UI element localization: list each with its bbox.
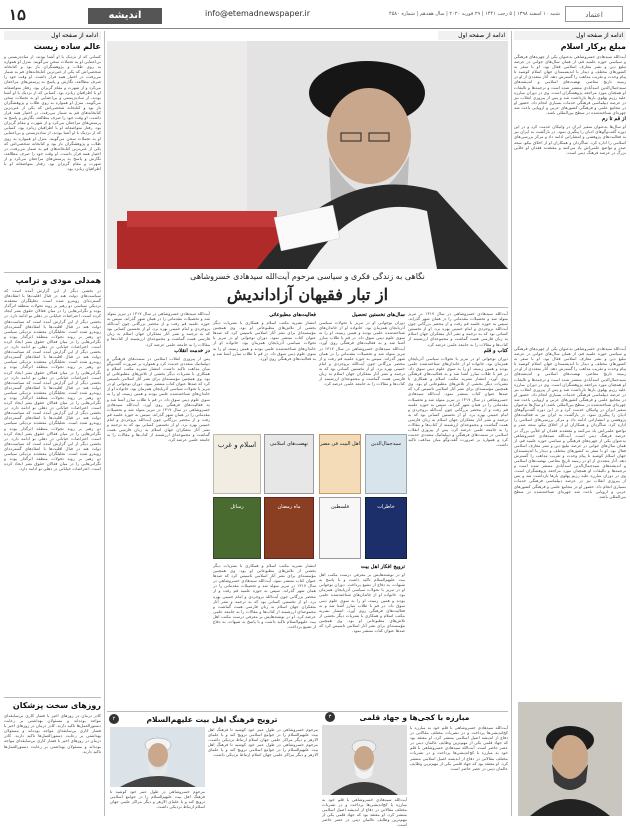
center-bottom-text-2: مرحوم خسروشاهی در طول عمر خود کوشید تا فرهنگ اهل بیت علیهم‌السلام را در جوامع اسلامی ترویج کند و با علمای الازهر و دیگر مراکز علمی جهان اسلام ارتباط نزدیکی داشت. (208, 742, 318, 758)
newspaper-logo: اعتماد (565, 6, 623, 22)
right-bottom-text-3: آیت‌الله سیدهادی خسروشاهی با قلم خود به مبارزه با کج‌اندیشی‌ها پرداخت و در نشریات مختلف مقالاتی در دفاع از اندیشه اصیل اسلامی منتشر کرد. او معتقد بود که جهاد قلمی یکی از مهم‌ترین وظایف عالمان دینی در عصر حاضر است. (322, 797, 407, 828)
center-col4-text-3: انتشار نشریه مکتب اسلام و همکاری با نشریات دیگر بخشی از تلاش‌های مطبوعاتی او بود. وی همچنین مؤسسه‌ای برای نشر آثار اسلامی تاسیس کرد که صدها عنوان کتاب منتشر نمود. (107, 365, 210, 387)
email-address[interactable]: info@etemadnewspaper.ir (205, 9, 311, 18)
right-column-title: مبلغ پرکار اسلام (560, 42, 626, 51)
right-column-subhead: از قم تا رم (601, 116, 626, 123)
center-bottom-body (208, 727, 318, 817)
main-headline: از تبار فقیهان آزاداندیش (226, 285, 389, 304)
left-rule-2 (4, 697, 101, 698)
right-column-text-2: او سال‌ها به‌عنوان سفیر ایران در واتیکان خدمت کرد و در این دوره گفت‌وگوهای ادیان را پیگیری نمود. در بازگشت به ایران نیز به فعالیت‌های پژوهشی و انتشاراتی ادامه داد و مرکز بررسی‌های اسلامی را اداره کرد. شاگردان و همکاران او از اخلاق نیکو، سعه صدر و تواضع علمی‌اش یاد می‌کنند و معتقدند فقدان او خلأیی بزرگ در عرصه فرهنگ دینی است. (514, 124, 626, 155)
continued-label-right: ادامه از صفحه اول (514, 31, 626, 40)
center-col2b-subhead: ترویج افکار اهل بیت (360, 564, 405, 570)
left-title-1: عالم ساده زیست (33, 42, 101, 51)
left-text-2f: در بخشی دیگر از این گزارش آمده است که سیاست‌های دولت هند در قبال اقلیت‌ها با انتقادهای گسترده‌ای روبه‌رو شده است. تحلیلگران معتقدند نزدیکی سیاسی دو رهبر بر روند تحولات منطقه اثرگذار بوده و نگرانی‌هایی را در میان فعالان حقوق بشر ایجاد کرده است. اعتراضات خیابانی در دهلی نو ادامه دارد. (4, 435, 101, 472)
center-column-2b (319, 563, 405, 709)
left-text-1b: کسانی که از نزدیک با او آشنا بودند، از ساده‌زیستی و بی‌اعتنایی او به تجملات سخن می‌گویند. منزل او همواره به روی طلاب و پژوهشگران باز بود و کتابخانه شخصی‌اش که یکی از غنی‌ترین کتابخانه‌های قم به شمار می‌رفت، در اختیار همه قرار داشت. او وقت خود را صرف مطالعه، نگارش و پاسخ به پرسش‌های مراجعان می‌کرد و از شهرت و مقام گریزان بود. رفتار متواضعانه او با اطرافیان زبانزد بود. (4, 89, 101, 131)
left-rule-1 (4, 272, 101, 273)
center-col4-subhead: در خدمت انقلاب (174, 347, 210, 354)
continued-label-left: ادامه از صفحه اول (4, 31, 101, 40)
center-col4-text-4: دوران نوجوانی او در تبریز با تحولات سیاسی آذربایجان همزمان بود. خانواده او از خاندان‌های شناخته‌شده علمی بودند و همین زمینه، او را به سوی علوم دینی سوق داد. در قم با طلاب مبارز آشنا شد و به فعالیت‌های فرهنگی روی آورد. (107, 381, 210, 407)
center-column-3b (213, 563, 316, 709)
center-col2-text: دوران نوجوانی او در تبریز با تحولات سیاسی آذربایجان همزمان بود. خانواده او از خاندان‌های شناخته‌شده علمی بودند و همین زمینه، او را به سوی علوم دینی سوق داد. در قم با طلاب مبارز آشنا شد و به فعالیت‌های فرهنگی روی آورد. (319, 320, 405, 346)
center-col2-text-2: آیت‌الله سیدهادی خسروشاهی در سال ۱۳۱۷ در تبریز متولد شد و تحصیلات مقدماتی را در همان شهر گذراند. سپس به حوزه علمیه قم رفت و از محضر بزرگانی چون آیت‌الله بروجردی و امام خمینی بهره برد. او از نخستین کسانی بود که به ترجمه و نشر آثار متفکران جهان اسلام به زبان فارسی همت گماشت و مجموعه‌ای ارزشمند از کتاب‌ها و مقالات را به جامعه علمی عرضه کرد. (319, 345, 406, 387)
book-cover-6: فلسطین (319, 497, 361, 559)
center-col1-text-3: انتشار نشریه مکتب اسلام و همکاری با نشریات دیگر بخشی از تلاش‌های مطبوعاتی او بود. وی همچنین مؤسسه‌ای برای نشر آثار اسلامی تاسیس کرد که صدها عنوان کتاب منتشر نمود. (408, 376, 508, 397)
left-text-3b: کادر درمان در روزهای اخیر با فشار کاری بی‌سابقه‌ای مواجه بوده‌اند و مسئولان بهداشتی بر رعایت دستورالعمل‌ها تاکید دارند. (4, 723, 101, 739)
center-col1-text: آیت‌الله سیدهادی خسروشاهی در سال ۱۳۱۷ در تبریز متولد شد و تحصیلات مقدماتی را در همان شهر گذراند. سپس به حوزه علمیه قم رفت و از محضر بزرگانی چون آیت‌الله بروجردی و امام خمینی بهره برد. او از نخستین کسانی بود که به ترجمه و نشر آثار متفکران جهان اسلام به زبان فارسی همت گماشت و مجموعه‌ای ارزشمند از کتاب‌ها و مقالات را به جامعه علمی عرضه کرد. (408, 311, 509, 347)
book-cover-8: رسائل (213, 497, 261, 559)
center-column-2 (319, 311, 405, 431)
book-cover-4: اسلام و غرب (213, 434, 261, 494)
left-body-3 (4, 713, 101, 817)
left-body-1 (4, 54, 101, 270)
center-col1-text-5: پس از پیروزی انقلاب اسلامی در سمت‌های فرهنگی و دیپلماتیک متعددی خدمت کرد و همواره بر ضرورت گفت‌وگو میان مذاهب تاکید داشت. (408, 427, 508, 448)
left-text-2d: در بخشی دیگر از این گزارش آمده است که سیاست‌های دولت هند در قبال اقلیت‌ها با انتقادهای گسترده‌ای روبه‌رو شده است. تحلیلگران معتقدند نزدیکی سیاسی دو رهبر بر روند تحولات منطقه اثرگذار بوده و نگرانی‌هایی را در میان فعالان حقوق بشر ایجاد کرده است. اعتراضات خیابانی در دهلی نو ادامه دارد. (4, 374, 101, 411)
section-name: اندیشه (88, 8, 162, 24)
right-bottom-body-under-photo (322, 797, 407, 828)
right-column-text-3: آیت‌الله سیدهادی خسروشاهی به‌عنوان یکی از چهره‌های فرهنگی و سیاسی حوزه علمیه قم، از همان سال‌های جوانی در عرصه تبلیغ دین و نشر معارف اسلامی فعال بود. او با سفر به کشورهای مختلف و دیدار با اندیشمندان جهان اسلام کوشید تا پیام وحدت و تقریب مذاهب را گسترش دهد. آثار متعددی از او در زمینه تاریخ معاصر، نهضت‌های اسلامی و اندیشه‌های سیدجمال‌الدین اسدآبادی منتشر شده است و ترجمه‌ها و تالیفات او همچنان مورد مراجعه پژوهشگران است. وی در دوران مبارزه علیه رژیم پهلوی بارها بازداشت شد و پس از پیروزی انقلاب نیز در عرصه دیپلماسی فرهنگی خدمات بسیاری انجام داد. حضور او در مجامع علمی و فرهنگی کشورهای عربی و اروپایی باعث شد چهره‌ای شناخته‌شده در سطح بین‌المللی باشد. (514, 346, 626, 408)
continued-label-center: ادامه از صفحه اول (438, 31, 508, 40)
portrait-illustration (518, 702, 622, 816)
main-photo-illustration (107, 41, 508, 269)
right-bottom-text: آیت‌الله سیدهادی خسروشاهی با قلم خود به مبارزه با کج‌اندیشی‌ها پرداخت و در نشریات مختلف مقالاتی در دفاع از اندیشه اصیل اسلامی منتشر کرد. او معتقد بود که جهاد قلمی یکی از مهم‌ترین وظایف عالمان دینی در عصر حاضر است. (410, 725, 508, 751)
right-column-text-5: آیت‌الله سیدهادی خسروشاهی به‌عنوان یکی از چهره‌های فرهنگی و سیاسی حوزه علمیه قم، از همان سال‌های جوانی در عرصه تبلیغ دین و نشر معارف اسلامی فعال بود. او با سفر به کشورهای مختلف و دیدار با اندیشمندان جهان اسلام کوشید تا پیام وحدت و تقریب مذاهب را گسترش دهد. آثار متعددی از او در زمینه تاریخ معاصر، نهضت‌های اسلامی و اندیشه‌های سیدجمال‌الدین اسدآبادی منتشر شده است و ترجمه‌ها و تالیفات او همچنان مورد مراجعه پژوهشگران است. وی در دوران مبارزه علیه رژیم پهلوی بارها بازداشت شد و پس از پیروزی انقلاب نیز در عرصه دیپلماسی فرهنگی خدمات بسیاری انجام داد. حضور او در مجامع علمی و فرهنگی کشورهای عربی و اروپایی باعث شد چهره‌ای شناخته‌شده در سطح بین‌المللی باشد. (514, 432, 626, 499)
center-bottom-text-3: مرحوم خسروشاهی در طول عمر خود کوشید تا فرهنگ اهل بیت علیهم‌السلام را در جوامع اسلامی ترویج کند و با علمای الازهر و دیگر مراکز علمی جهان اسلام ارتباط نزدیکی داشت. (110, 789, 205, 810)
left-body-2 (4, 288, 101, 693)
center-col4-text: آیت‌الله سیدهادی خسروشاهی در سال ۱۳۱۷ در تبریز متولد شد و تحصیلات مقدماتی را در همان شهر گذراند. سپس به حوزه علمیه قم رفت و از محضر بزرگانی چون آیت‌الله بروجردی و امام خمینی بهره برد. او از نخستین کسانی بود که به ترجمه و نشر آثار متفکران جهان اسلام به زبان فارسی همت گماشت و مجموعه‌ای ارزشمند از کتاب‌ها و مقالات را به جامعه علمی عرضه کرد. (107, 311, 210, 347)
center-bottom-photo-illustration (110, 727, 205, 787)
center-col2-subhead: سال‌های نخستین تحصیل (352, 312, 405, 318)
center-col3-text-2: دوران نوجوانی او در تبریز با تحولات سیاسی آذربایجان همزمان بود. خانواده او از خاندان‌های شناخته‌شده علمی بودند و همین زمینه، او را به سوی علوم دینی سوق داد. در قم با طلاب مبارز آشنا شد و به فعالیت‌های فرهنگی روی آورد. (213, 335, 316, 361)
left-text-2b: در بخشی دیگر از این گزارش آمده است که سیاست‌های دولت هند در قبال اقلیت‌ها با انتقادهای گسترده‌ای روبه‌رو شده است. تحلیلگران معتقدند نزدیکی سیاسی دو رهبر بر روند تحولات منطقه اثرگذار بوده و نگرانی‌هایی را در میان فعالان حقوق بشر ایجاد کرده است. اعتراضات خیابانی در دهلی نو ادامه دارد. (4, 313, 101, 350)
center-col3b-text-2: آیت‌الله سیدهادی خسروشاهی در سال ۱۳۱۷ در تبریز متولد شد و تحصیلات مقدماتی را در همان شهر گذراند. سپس به حوزه علمیه قم رفت و از محضر بزرگانی چون آیت‌الله بروجردی و امام خمینی بهره برد. او از نخستین کسانی بود که به ترجمه و نشر آثار متفکران جهان اسلام به زبان فارسی همت گماشت و مجموعه‌ای ارزشمند از کتاب‌ها و مقالات را به جامعه علمی عرضه کرد. (213, 578, 317, 619)
center-bottom-title: ترویج فرهنگ اهل بیت علیهم‌السلام (146, 715, 278, 724)
right-column-continued (514, 346, 626, 694)
left-text-2c: در بخشی دیگر از این گزارش آمده است که سیاست‌های دولت هند در قبال اقلیت‌ها با انتقادهای گسترده‌ای روبه‌رو شده است. تحلیلگران معتقدند نزدیکی سیاسی دو رهبر بر روند تحولات منطقه اثرگذار بوده و نگرانی‌هایی را در میان فعالان حقوق بشر ایجاد کرده است. اعتراضات خیابانی در دهلی نو ادامه دارد. (4, 344, 101, 380)
book-cover-5: خاطرات (365, 497, 407, 559)
page-number: ۱۵ (8, 6, 27, 24)
right-column-text: آیت‌الله سیدهادی خسروشاهی به‌عنوان یکی از چهره‌های فرهنگی و سیاسی حوزه علمیه قم، از همان سال‌های جوانی در عرصه تبلیغ دین و نشر معارف اسلامی فعال بود. او با سفر به کشورهای مختلف و دیدار با اندیشمندان جهان اسلام کوشید تا پیام وحدت و تقریب مذاهب را گسترش دهد. آثار متعددی از او در زمینه تاریخ معاصر، نهضت‌های اسلامی و اندیشه‌های سیدجمال‌الدین اسدآبادی منتشر شده است و ترجمه‌ها و تالیفات او همچنان مورد مراجعه پژوهشگران است. وی در دوران مبارزه علیه رژیم پهلوی بارها بازداشت شد و پس از پیروزی انقلاب نیز در عرصه دیپلماسی فرهنگی خدمات بسیاری انجام داد. حضور او در مجامع علمی و فرهنگی کشورهای عربی و اروپایی باعث شد چهره‌ای شناخته‌شده در سطح بین‌المللی باشد. (514, 54, 626, 116)
book-cover-2: اهل البیت فی مصر (319, 434, 361, 494)
headline-rule (107, 307, 508, 308)
center-bottom-text: مرحوم خسروشاهی در طول عمر خود کوشید تا فرهنگ اهل بیت علیهم‌السلام را در جوامع اسلامی ترویج کند و با علمای الازهر و دیگر مراکز علمی جهان اسلام ارتباط نزدیکی داشت. (208, 727, 318, 743)
left-text-2e: در بخشی دیگر از این گزارش آمده است که سیاست‌های دولت هند در قبال اقلیت‌ها با انتقادهای گسترده‌ای روبه‌رو شده است. تحلیلگران معتقدند نزدیکی سیاسی دو رهبر بر روند تحولات منطقه اثرگذار بوده و نگرانی‌هایی را در میان فعالان حقوق بشر ایجاد کرده است. اعتراضات خیابانی در دهلی نو ادامه دارد. (4, 405, 101, 441)
masthead (0, 0, 630, 28)
book-cover-1: سیدجمال‌الدین (365, 434, 407, 494)
left-text-1c: کسانی که از نزدیک با او آشنا بودند، از ساده‌زیستی و بی‌اعتنایی او به تجملات سخن می‌گویند. منزل او همواره به روی طلاب و پژوهشگران باز بود و کتابخانه شخصی‌اش که یکی از غنی‌ترین کتابخانه‌های قم به شمار می‌رفت، در اختیار همه قرار داشت. او وقت خود را صرف مطالعه، نگارش و پاسخ به پرسش‌های مراجعان می‌کرد و از شهرت و مقام گریزان بود. رفتار متواضعانه او با اطرافیان زبانزد بود. (4, 125, 101, 172)
left-title-3: روزهای سخت پزشکان (12, 701, 101, 710)
center-column-1 (408, 311, 508, 709)
center-col4-text-5: آیت‌الله سیدهادی خسروشاهی در سال ۱۳۱۷ در تبریز متولد شد و تحصیلات مقدماتی را در همان شهر گذراند. سپس به حوزه علمیه قم رفت و از محضر بزرگانی چون آیت‌الله بروجردی و امام خمینی بهره برد. او از نخستین کسانی بود که به ترجمه و نشر آثار متفکران جهان اسلام به زبان فارسی همت گماشت و مجموعه‌ای ارزشمند از کتاب‌ها و مقالات را به جامعه علمی عرضه کرد. (107, 401, 210, 443)
book-cover-3: نهضت‌های اسلامی (264, 434, 314, 494)
column-divider (511, 31, 512, 816)
right-column-body (514, 54, 626, 344)
left-text-1: کسانی که از نزدیک با او آشنا بودند، از ساده‌زیستی و بی‌اعتنایی او به تجملات سخن می‌گویند. منزل او همواره به روی طلاب و پژوهشگران باز بود و کتابخانه شخصی‌اش که یکی از غنی‌ترین کتابخانه‌های قم به شمار می‌رفت، در اختیار همه قرار داشت. او وقت خود را صرف مطالعه، نگارش و پاسخ به پرسش‌های مراجعان می‌کرد و از شهرت و مقام گریزان بود. رفتار متواضعانه او با اطرافیان زبانزد بود. (4, 54, 101, 95)
cleric-portrait-photo (518, 702, 622, 816)
center-col1-text-2: دوران نوجوانی او در تبریز با تحولات سیاسی آذربایجان همزمان بود. خانواده او از خاندان‌های شناخته‌شده علمی بودند و همین زمینه، او را به سوی علوم دینی سوق داد. در قم با طلاب مبارز آشنا شد و به فعالیت‌های فرهنگی روی آورد. (408, 355, 508, 382)
center-bottom-body-under-photo (110, 789, 205, 817)
center-col2b-text-3: انتشار نشریه مکتب اسلام و همکاری با نشریات دیگر بخشی از تلاش‌های مطبوعاتی او بود. وی همچنین مؤسسه‌ای برای نشر آثار اسلامی تاسیس کرد که صدها عنوان کتاب منتشر نمود. (319, 607, 405, 634)
center-col2b-text: او در نوشته‌هایش بر معرفی درست مکتب اهل بیت علیهم‌السلام تاکید داشت و با پاسخ به شبهات، به دفاع از تشیع پرداخت. (319, 572, 406, 588)
center-col3-text: انتشار نشریه مکتب اسلام و همکاری با نشریات دیگر بخشی از تلاش‌های مطبوعاتی او بود. وی همچنین مؤسسه‌ای برای نشر آثار اسلامی تاسیس کرد که صدها عنوان کتاب منتشر نمود. (213, 320, 316, 341)
article-number-badge: ۳ (325, 712, 335, 722)
cleric-photo-bottom (322, 725, 407, 795)
right-bottom-body (410, 725, 508, 817)
dateline: شنبه ۱۰ اسفند ۱۳۹۸ | ۵ رجب ۱۴۴۱ | ۲۹ فوریه ۲۰۲۰ | سال هفدهم | شماره ۴۵۸۰ (389, 11, 560, 17)
left-text-3: کادر درمان در روزهای اخیر با فشار کاری بی‌سابقه‌ای مواجه بوده‌اند و مسئولان بهداشتی بر رعایت دستورالعمل‌ها تاکید دارند. (4, 713, 101, 729)
left-text-3c: کادر درمان در روزهای اخیر با فشار کاری بی‌سابقه‌ای مواجه بوده‌اند و مسئولان بهداشتی بر رعایت دستورالعمل‌ها تاکید دارند. (4, 733, 101, 754)
center-col2b-text-2: دوران نوجوانی او در تبریز با تحولات سیاسی آذربایجان همزمان بود. خانواده او از خاندان‌های شناخته‌شده علمی بودند و همین زمینه، او را به سوی علوم دینی سوق داد. در قم با طلاب مبارز آشنا شد و به فعالیت‌های فرهنگی روی آورد. (319, 582, 405, 613)
center-bottom-cleric-photo (110, 727, 205, 787)
main-photo-cleric-reading (107, 41, 508, 269)
kicker-line: نگاهی به زندگی فکری و سیاسی مرحوم آیت‌الله سیدهادی خسروشاهی (190, 272, 425, 281)
center-col3b-text-3: او در نوشته‌هایش بر معرفی درست مکتب اهل بیت علیهم‌السلام تاکید داشت و با پاسخ به شبهات، به دفاع از تشیع پرداخت. (213, 613, 316, 630)
right-column-text-4: او سال‌ها به‌عنوان سفیر ایران در واتیکان خدمت کرد و در این دوره گفت‌وگوهای ادیان را پیگیری نمود. در بازگشت به ایران نیز به فعالیت‌های پژوهشی و انتشاراتی ادامه داد و مرکز بررسی‌های اسلامی را اداره کرد. شاگردان و همکاران او از اخلاق نیکو، سعه صدر و تواضع علمی‌اش یاد می‌کنند و معتقدند فقدان او خلأیی بزرگ در عرصه فرهنگ دینی است. (514, 402, 626, 438)
center-col1-subhead: کتاب و قلم (483, 347, 508, 354)
left-text-2: در بخشی دیگر از این گزارش آمده است که سیاست‌های دولت هند در قبال اقلیت‌ها با انتقادهای گسترده‌ای روبه‌رو شده است. تحلیلگران معتقدند نزدیکی سیاسی دو رهبر بر روند تحولات منطقه اثرگذار بوده و نگرانی‌هایی را در میان فعالان حقوق بشر ایجاد کرده است. اعتراضات خیابانی در دهلی نو ادامه دارد. (4, 288, 101, 319)
center-article-number-badge: ۲ (109, 714, 119, 724)
center-column-4 (107, 311, 210, 709)
book-cover-7: ماه رمضان (264, 497, 314, 559)
cleric-photo-illustration (322, 725, 407, 795)
right-bottom-title: مبارزه با کجی‌ها و جهاد قلمی (359, 713, 470, 722)
center-col3b-text: انتشار نشریه مکتب اسلام و همکاری با نشریات دیگر بخشی از تلاش‌های مطبوعاتی او بود. وی همچنین مؤسسه‌ای برای نشر آثار اسلامی تاسیس کرد که صدها عنوان کتاب منتشر نمود. (213, 563, 316, 584)
center-column-3 (213, 311, 316, 431)
center-col4-text-2: پس از پیروزی انقلاب اسلامی در سمت‌های فرهنگی و دیپلماتیک متعددی خدمت کرد و همواره بر ضرورت گفت‌وگو میان مذاهب تاکید داشت. (107, 355, 210, 371)
center-col3-subhead: فعالیت‌های مطبوعاتی (269, 312, 316, 318)
right-bottom-text-2: آیت‌الله سیدهادی خسروشاهی با قلم خود به مبارزه با کج‌اندیشی‌ها پرداخت و در نشریات مختلف مقالاتی در دفاع از اندیشه اصیل اسلامی منتشر کرد. او معتقد بود که جهاد قلمی یکی از مهم‌ترین وظایف عالمان دینی در عصر حاضر است. (410, 745, 508, 771)
column-divider-left (104, 31, 105, 816)
center-col1-text-4: آیت‌الله سیدهادی خسروشاهی در سال ۱۳۱۷ در تبریز متولد شد و تحصیلات مقدماتی را در همان شهر گذراند. سپس به حوزه علمیه قم رفت و از محضر بزرگانی چون آیت‌الله بروجردی و امام خمینی بهره برد. او از نخستین کسانی بود که به ترجمه و نشر آثار متفکران جهان اسلام به زبان فارسی همت گماشت و مجموعه‌ای ارزشمند از کتاب‌ها و مقالات را به جامعه علمی عرضه کرد. (408, 391, 508, 433)
center-bottom-rule (107, 711, 508, 712)
left-title-2: همدلی مودی و ترامپ (15, 276, 101, 285)
header-rule (0, 28, 630, 29)
